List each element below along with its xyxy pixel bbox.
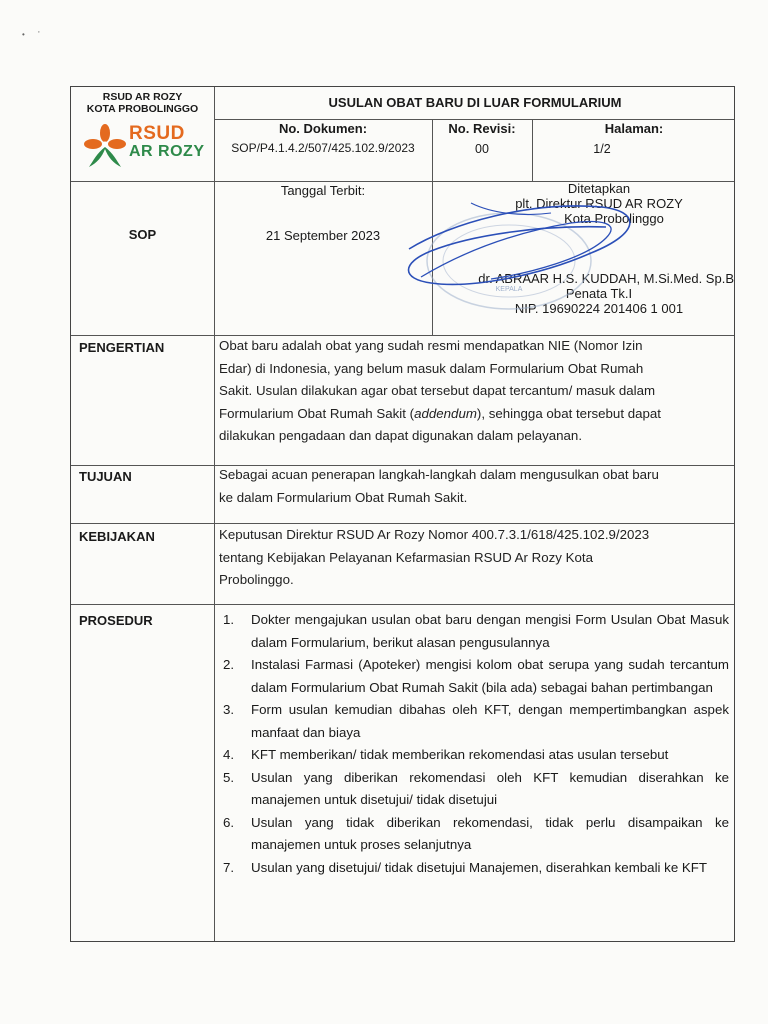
document-title: USULAN OBAT BARU DI LUAR FORMULARIUM xyxy=(328,95,622,110)
divider-title xyxy=(214,119,734,120)
svg-text:KEPALA: KEPALA xyxy=(495,286,523,293)
org-line-2: KOTA PROBOLINGGO xyxy=(86,103,199,115)
ditetapkan-text: Ditetapkan xyxy=(567,181,631,196)
halaman-value: 1/2 xyxy=(593,142,611,156)
prosedur-item: 6. Usulan yang tidak diberikan rekomendasi, tidak perlu disampaikan ke manajemen untuk proses selanjutnya xyxy=(223,814,729,852)
kebijakan-line: tentang Kebijakan Pelayanan Kefarmasian RSUD Ar Rozy Kota xyxy=(219,549,594,565)
prosedur-item: 1. Dokter mengajukan usulan obat baru dengan mengisi Form Usulan Obat Masuk dalam Formularium, berikut alasan pengusulannya xyxy=(223,612,729,650)
no-dokumen-value: SOP/P4.1.4.2/507/425.102.9/2023 xyxy=(231,141,415,155)
divider-label-column xyxy=(214,87,215,941)
org-line-1: RSUD AR ROZY xyxy=(102,91,183,103)
pengertian-line: Edar) di Indonesia, yang belum masuk dalam Formularium Obat Rumah xyxy=(219,360,644,376)
prosedur-item: 5. Usulan yang diberikan rekomendasi oleh KFT kemudian diserahkan ke manajemen untuk disetujui/ tidak disetujui xyxy=(223,769,729,807)
prosedur-item: 4. KFT memberikan/ tidak memberikan rekomendasi atas usulan tersebut xyxy=(223,747,669,762)
nip-text: NIP. 19690224 201406 1 001 xyxy=(514,301,684,316)
prosedur-item: 7. Usulan yang disetujui/ tidak disetujui Manajemen, diserahkan kembali ke KFT xyxy=(223,859,708,875)
prosedur-list xyxy=(219,609,729,879)
pengertian-line: Sakit. Usulan dilakukan agar obat tersebut dapat tercantum/ masuk dalam xyxy=(219,383,656,398)
halaman-label: Halaman: xyxy=(604,121,664,136)
kebijakan-label: KEBIJAKAN xyxy=(79,529,155,544)
tujuan-line: Sebagai acuan penerapan langkah-langkah dalam mengusulkan obat baru xyxy=(219,467,659,482)
tanggal-terbit-label: Tanggal Terbit: xyxy=(280,183,366,198)
pangkat-text: Penata Tk.I xyxy=(565,286,633,301)
tujuan-label: TUJUAN xyxy=(79,469,132,484)
logo-text-arrozy: AR ROZY xyxy=(129,143,205,160)
tujuan-text xyxy=(219,464,729,509)
no-revisi-label: No. Revisi: xyxy=(448,121,516,136)
pengertian-text xyxy=(219,335,729,448)
org-name xyxy=(71,91,214,115)
kebijakan-line: Keputusan Direktur RSUD Ar Rozy Nomor 400.7.3.1/618/425.102.9/2023 xyxy=(219,527,650,542)
sop-document-table xyxy=(70,86,735,942)
pengertian-line: Formularium Obat Rumah Sakit (addendum), sehingga obat tersebut dapat xyxy=(219,405,661,421)
pengertian-label: PENGERTIAN xyxy=(79,340,165,355)
signature-block xyxy=(432,181,736,316)
prosedur-label: PROSEDUR xyxy=(79,613,153,628)
jabatan-text: plt. Direktur RSUD AR ROZY xyxy=(515,196,683,211)
kebijakan-text xyxy=(219,524,729,592)
no-revisi-value: 00 xyxy=(475,142,489,156)
signatory-name: dr. ABRAAR H.S. KUDDAH, M.Si.Med. Sp.B xyxy=(478,271,734,286)
tujuan-line: ke dalam Formularium Obat Rumah Sakit. xyxy=(219,489,468,505)
pengertian-line: Obat baru adalah obat yang sudah resmi mendapatkan NIE (Nomor Izin xyxy=(219,338,643,353)
divider-kebijakan xyxy=(71,604,734,605)
addendum-italic: addendum xyxy=(414,405,477,421)
kota-text: Kota Probolinggo xyxy=(564,211,664,226)
logo-text-rsud: RSUD xyxy=(129,123,185,144)
logo-flower-icon xyxy=(83,123,127,169)
sop-label: SOP xyxy=(128,227,157,242)
prosedur-item: 2. Instalasi Farmasi (Apoteker) mengisi kolom obat serupa yang sudah tercantum dalam Formularium Obat Rumah Sakit (bila ada) sebagai bahan pertimbangan xyxy=(223,657,729,695)
pengertian-line: dilakukan pengadaan dan dapat digunakan dalam pelayanan. xyxy=(219,428,583,443)
no-dokumen-label: No. Dokumen: xyxy=(278,121,368,136)
tanggal-terbit-value: 21 September 2023 xyxy=(265,228,381,243)
kebijakan-line: Probolinggo. xyxy=(219,572,294,587)
prosedur-item: 3. Form usulan kemudian dibahas oleh KFT, dengan mempertimbangkan aspek manfaat dan biaya xyxy=(223,702,729,740)
scan-marks: • ' xyxy=(22,30,40,39)
hospital-logo xyxy=(79,121,214,179)
